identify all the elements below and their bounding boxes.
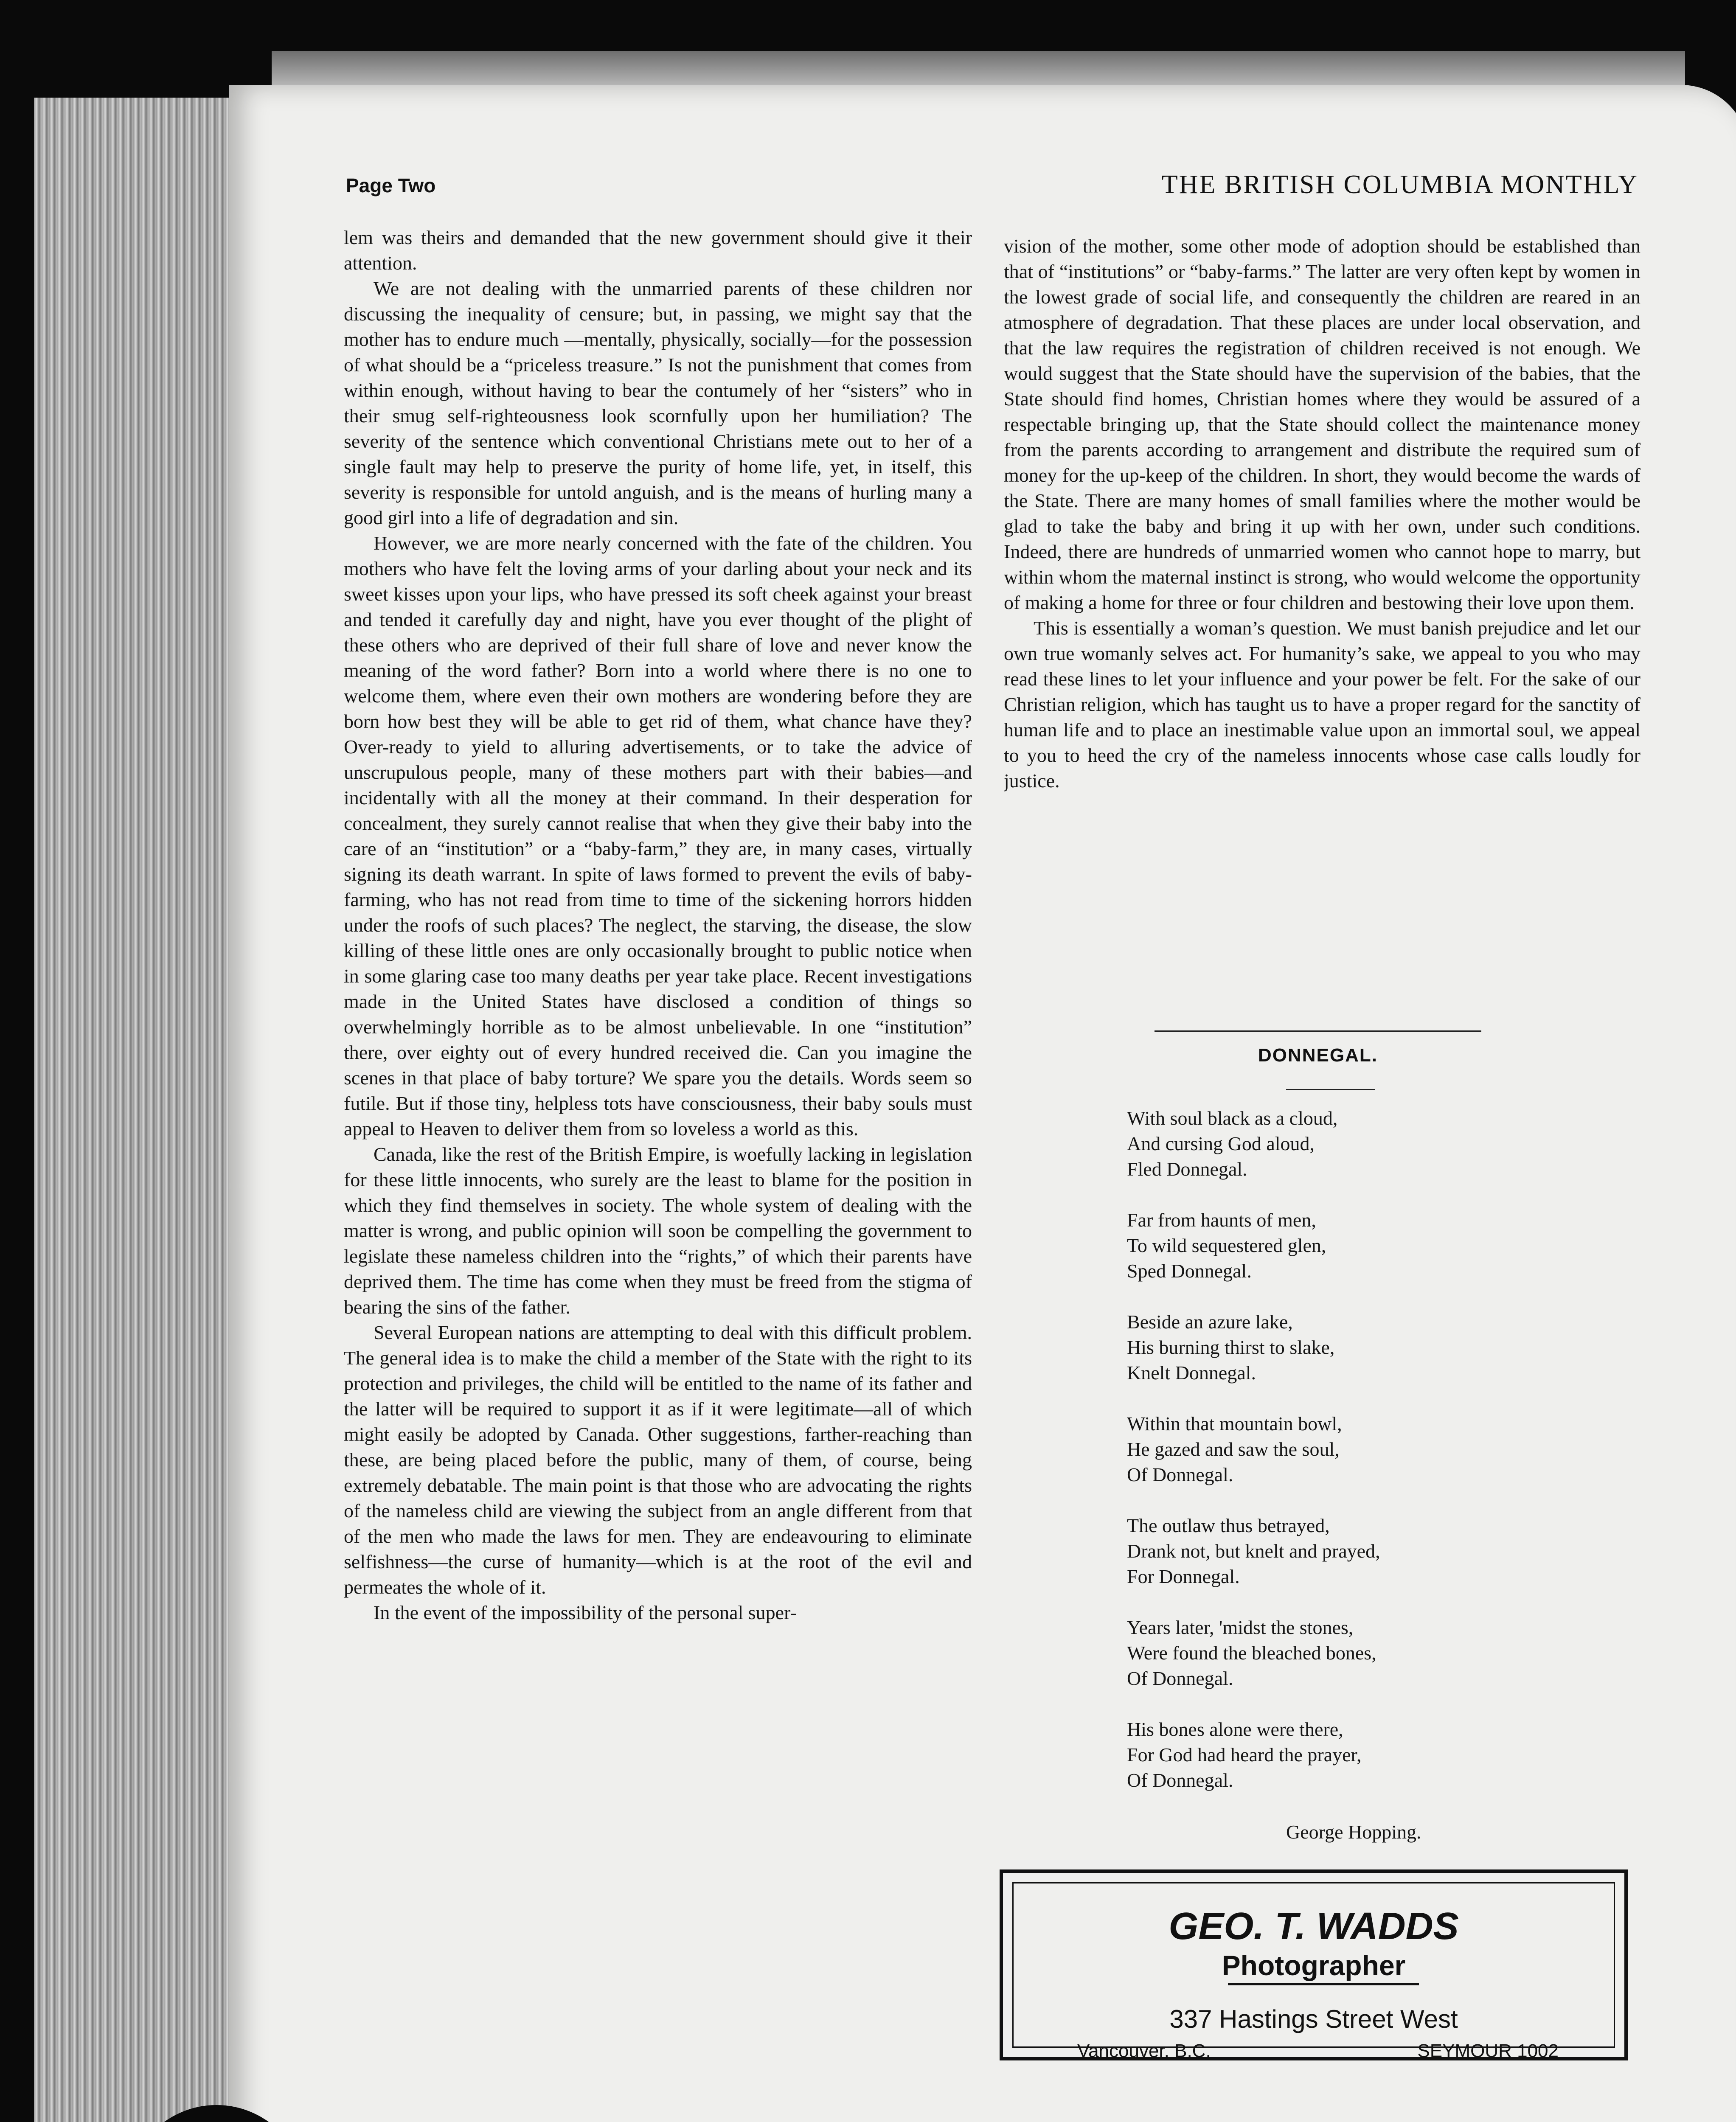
poem-line: To wild sequestered glen, [1127,1235,1326,1256]
ad-business-name: GEO. T. WADDS [1169,1905,1459,1948]
ad-address: 337 Hastings Street West [1169,2005,1458,2033]
poem-stanza [1127,1106,1509,1182]
poem-body [1127,1106,1509,1819]
poem-line: Of Donnegal. [1127,1464,1233,1485]
poem-line: And cursing God aloud, [1127,1133,1315,1154]
poem-line: His bones alone were there, [1127,1718,1343,1740]
poem-stanza [1127,1717,1509,1793]
article-paragraph: Several European nations are attempting to deal with this difficult problem. The general idea is to make the child a member of the State with the right to its protection and privileges, the child will be entitled to the name of its father and the latter will be required to support it as if it were legitimate—all of which might easily be adopted by Canada. Other suggestions, farther-reaching than these, are being placed before the public, many of them, of course, being extremely debatable. The main point is that those who are advocating the rights of the nameless child are viewing the subject from an angle different from that of the men who made the laws for men. They are endeavouring to eliminate selfishness—the curse of humanity—which is at the root of the evil and permeates the whole of it. [344,1322,972,1598]
poem-line: Fled Donnegal. [1127,1158,1247,1180]
poem-line: Knelt Donnegal. [1127,1362,1256,1384]
poem-author: George Hopping. [1286,1821,1421,1843]
poem-line: Sped Donnegal. [1127,1260,1252,1282]
poem-line: For Donnegal. [1127,1566,1240,1587]
poem-line: Within that mountain bowl, [1127,1413,1342,1434]
poem-line: Beside an azure lake, [1127,1311,1293,1333]
poem-line: For God had heard the prayer, [1127,1744,1362,1766]
article-left-column [344,225,972,2029]
article-paragraph: lem was theirs and demanded that the new government should give it their attention. [344,227,972,274]
article-paragraph: We are not dealing with the unmarried parents of these children nor discussing the inequality of censure; but, in passing, we might say that the mother has to endure much —mentally, physically, socially—for the possession of what should be a “priceless treasure.” Is not the punishment that comes from within enough, without having to bear the contumely of her “sisters” who in their smug self-righteousness look scornfully upon her humiliation? The severity of the sentence which conventional Christians mete out to her of a single fault may help to preserve the purity of home life, yet, in itself, this severity is responsible for untold anguish, and is the means of hurling many a good girl into a life of degradation and sin. [344,278,972,528]
ad-business-title: Photographer [1222,1950,1406,1981]
article-paragraph: vision of the mother, some other mode of adoption should be established than that of “institutions” or “baby-farms.” The latter are very often kept by women in the lowest grade of social life, and consequently the children are reared in an atmosphere of degradation. That these places are under local observation, and that the law requires the registration of children received is not enough. We would suggest that the State should have the supervision of the babies, that the State should find homes, Christian homes where they would be assured of a respectable bringing up, that the State should collect the maintenance money from the parents according to arrangement and distribute the required sum of money for the up-keep of the children. In short, they would become the wards of the State. There are many homes of small families where the mother would be glad to take the baby and bring it up with her own, under such conditions. Indeed, there are hundreds of unmarried women who cannot hope to marry, but within whom the maternal instinct is strong, who would welcome the opportunity of making a home for three or four children and bestowing their love upon them. [1004,235,1640,613]
poem-stanza [1127,1411,1509,1488]
photographer-advertisement [1000,1869,1628,2060]
poem-line: Years later, 'midst the stones, [1127,1617,1354,1638]
ad-city: Vancouver, B.C. [1077,2041,1211,2061]
publication-title: THE BRITISH COLUMBIA MONTHLY [1161,170,1638,199]
ad-inner-border [1012,1882,1615,2061]
poem-line: The outlaw thus betrayed, [1127,1515,1330,1536]
book-page-edges [34,98,229,2122]
poem-line: With soul black as a cloud, [1127,1107,1338,1129]
section-divider [1155,1030,1481,1032]
article-paragraph: This is essentially a woman’s question. We must banish prejudice and let our own true womanly selves act. For humanity’s sake, we appeal to you who may read these lines to let your influence and your power be felt. For the sake of our Christian religion, which has taught us to have a proper regard for the sanctity of human life and to place an inestimable value upon an immortal soul, we appeal to you to heed the cry of the nameless innocents whose case calls loudly for justice. [1004,617,1640,792]
poem-line: Of Donnegal. [1127,1769,1233,1791]
page-number-label: Page Two [346,174,436,196]
poem-line: Of Donnegal. [1127,1667,1233,1689]
poem-line: Drank not, but knelt and prayed, [1127,1540,1380,1562]
poem-line: Far from haunts of men, [1127,1209,1316,1231]
ad-title-underline [1228,1983,1419,1985]
article-paragraph: However, we are more nearly concerned with the fate of the children. You mothers who have felt the loving arms of your darling about your neck and its sweet kisses upon your lips, who have pressed its soft cheek against your breast and tended it carefully day and night, have you ever thought of the plight of these others who are deprived of their full share of love and never know the meaning of the word father? Born into a world where there is no one to welcome them, where even their own mothers are wondering before they are born how best they will be able to get rid of them, what chance have they? Over-ready to yield to alluring advertisements, or to take the advice of unscrupulous people, many of these mothers part with their babies—and incidentally with all the money at their command. In their desperation for concealment, they surely cannot realise that when they give their baby into the care of an “institution” or a “baby-farm,” they are, in many cases, virtually signing its death warrant. In spite of laws formed to prevent the evils of baby-farming, who has not read from time to time of the sickening horrors hidden under the roofs of such places? The neglect, the starving, the disease, the slow killing of these little ones are only occasionally brought to public notice when in some glaring case too many deaths per year take place. Recent investigations made in the United States have disclosed a condition of things so overwhelmingly horrible as to be almost unbelievable. In one “institution” there, over eighty out of every hundred received die. Can you imagine the scenes in that place of baby torture? We spare you the details. Words seem so futile. But if those tiny, helpless tots have consciousness, their baby souls must appeal to Heaven to deliver them from so loveless a world as this. [344,532,972,1140]
poem-stanza [1127,1513,1509,1589]
poem-line: He gazed and saw the soul, [1127,1438,1340,1460]
book-top-edge [272,51,1685,89]
article-right-column [1004,233,1640,1014]
poem-stanza [1127,1615,1509,1691]
ad-phone: SEYMOUR 1002 [1417,2041,1559,2061]
poem-line: Were found the bleached bones, [1127,1642,1376,1664]
title-underline [1286,1089,1375,1090]
article-paragraph: In the event of the impossibility of the personal super- [374,1602,797,1623]
poem-line: His burning thirst to slake, [1127,1336,1335,1358]
poem-stanza [1127,1309,1509,1386]
poem-stanza [1127,1207,1509,1284]
article-paragraph: Canada, like the rest of the British Empire, is woefully lacking in legislation for these little innocents, who surely are the least to blame for the position in which they find themselves in society. The whole system of dealing with the matter is wrong, and public opinion will soon be compelling the government to legislate these nameless children into the “rights,” of which their parents have deprived them. The time has come when they must be freed from the stigma of bearing the sins of the father. [344,1143,972,1318]
poem-title: DONNEGAL. [1258,1045,1378,1066]
